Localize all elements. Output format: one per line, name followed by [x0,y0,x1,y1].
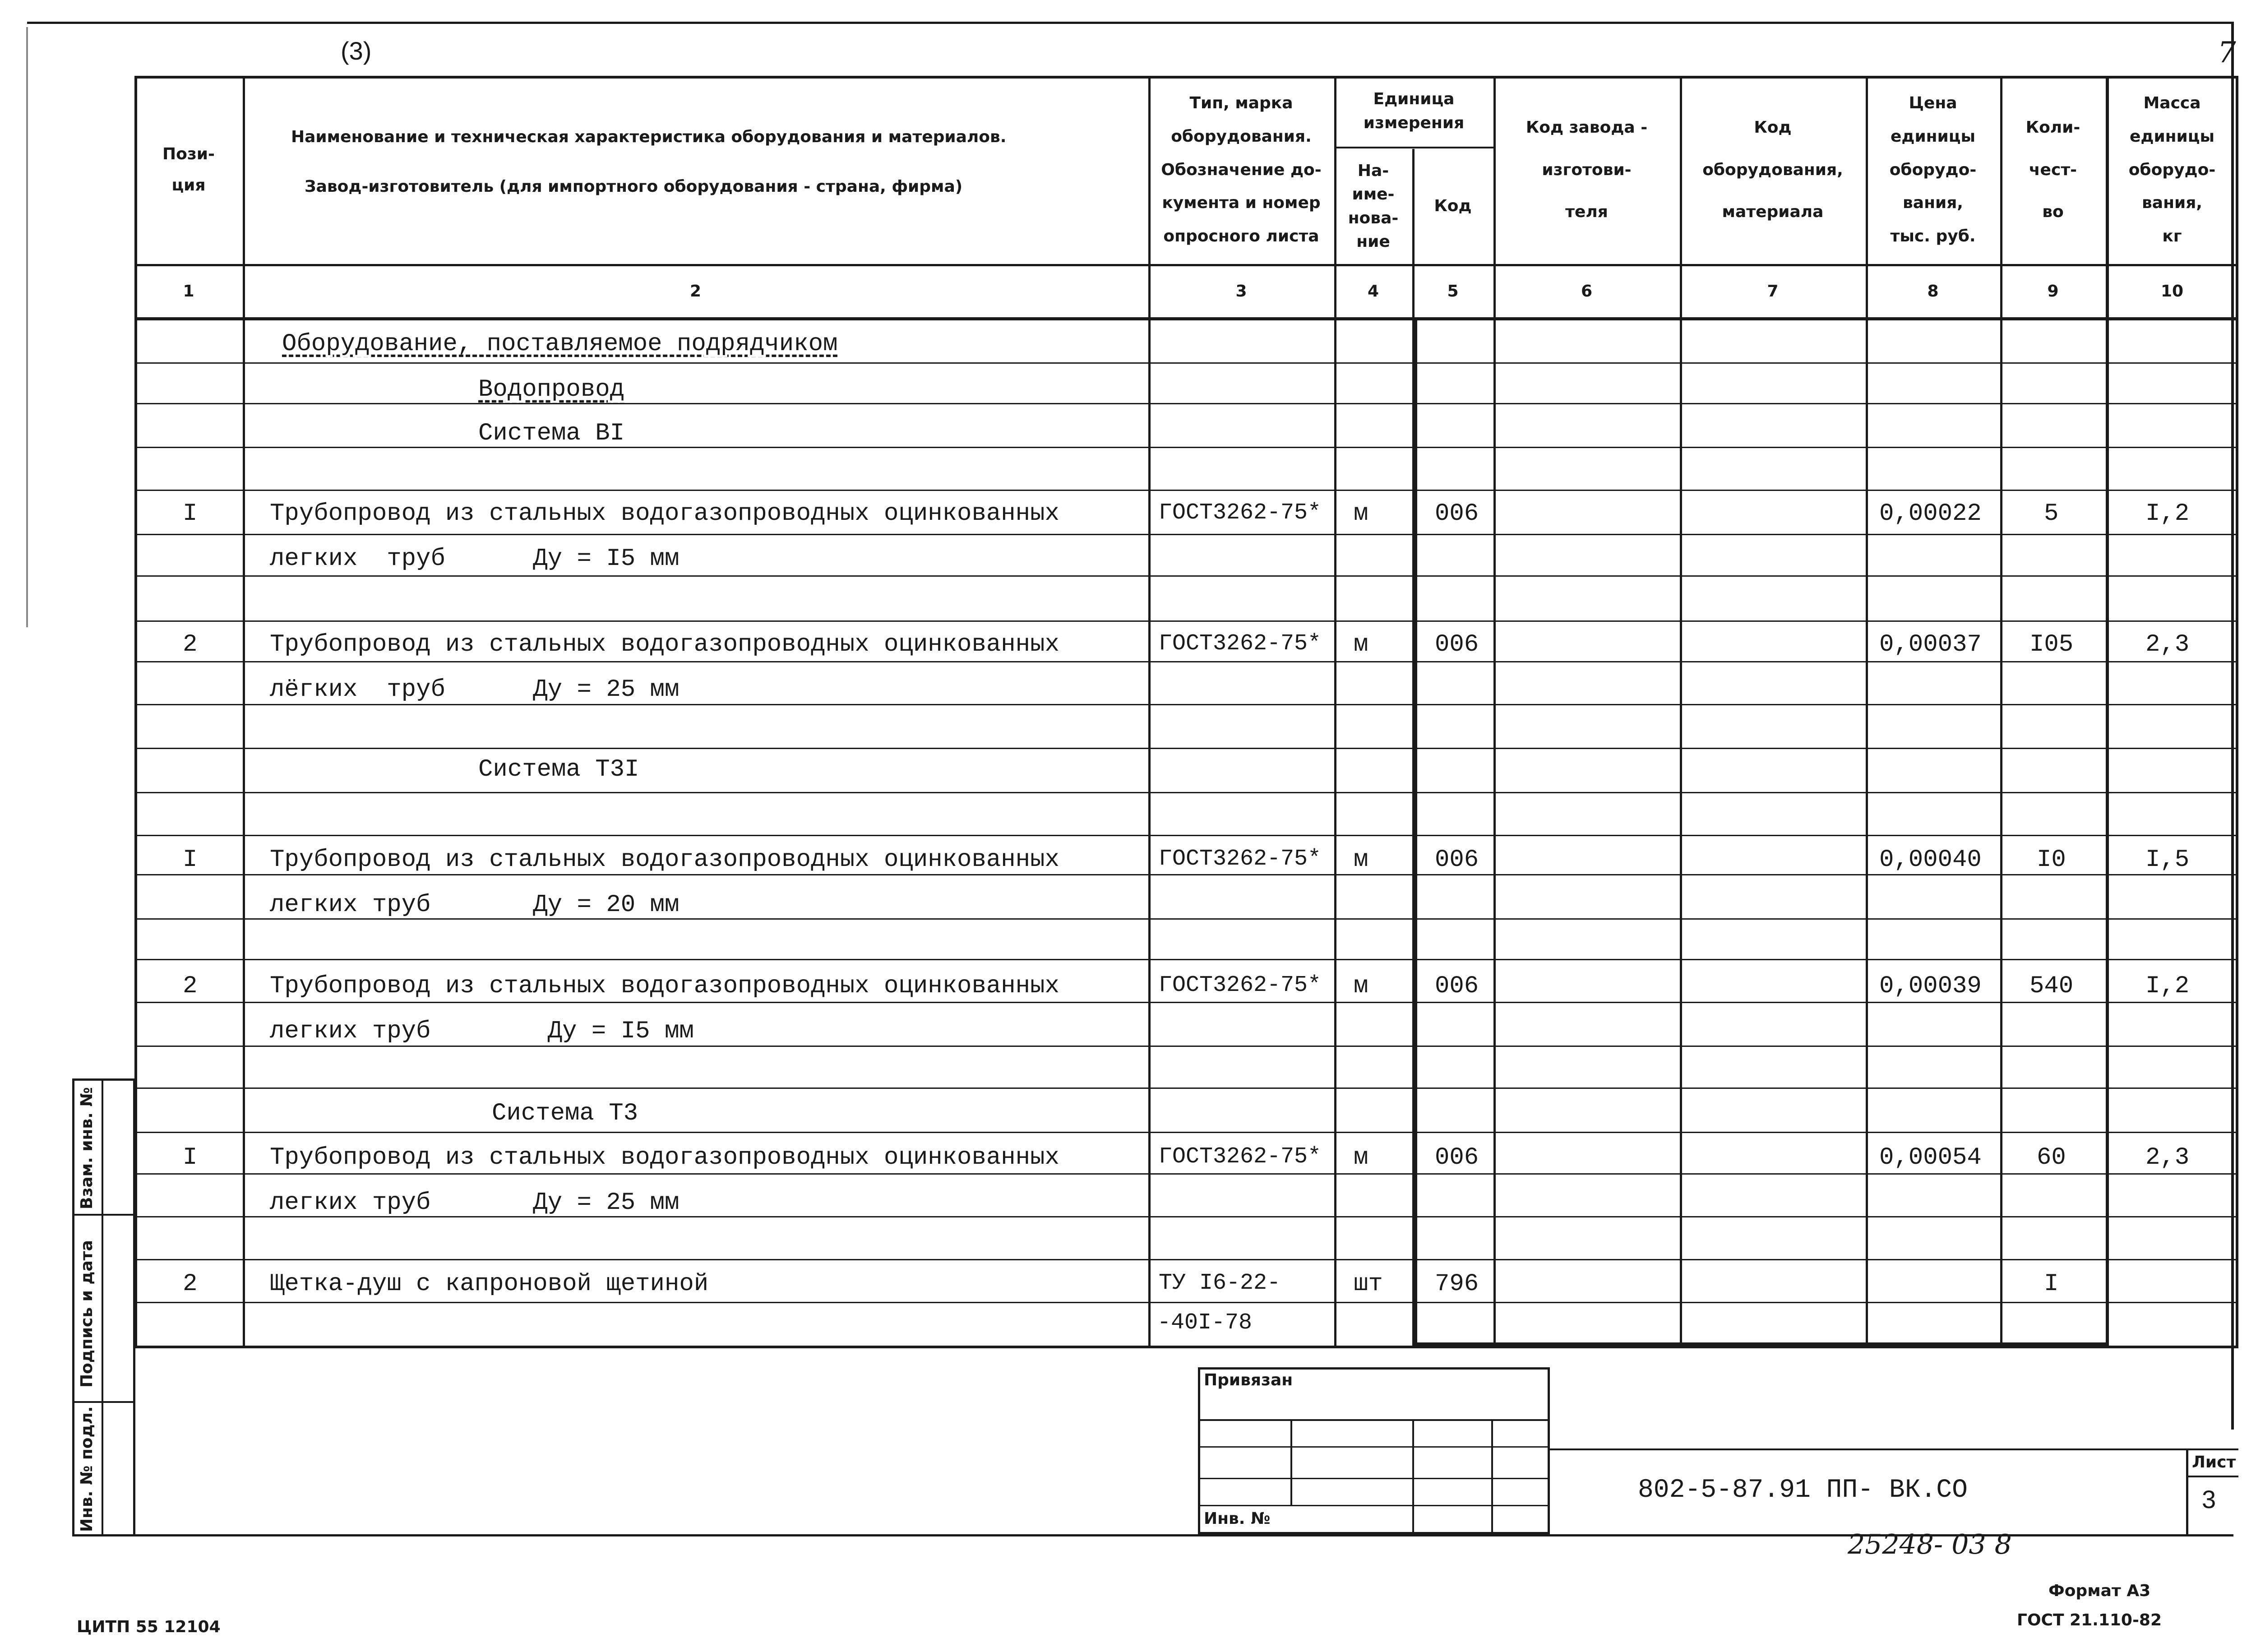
stamp-privyazan-label: Привязан [1204,1371,1293,1389]
row-unit: м [1354,1144,1368,1171]
side-strip-cut [72,1401,135,1403]
row-name: Трубопровод из стальных водогазопроводных оцинкованных [270,1144,1059,1171]
row-price: 0,00040 [1879,846,1982,874]
sheet-frame-top [27,22,2233,24]
row-line [134,1046,2238,1047]
row-document-line2: -40I-78 [1157,1310,1253,1336]
column-number: 1 [183,282,194,301]
stamp-grid-v [1491,1419,1493,1534]
header-quantity: Коли- чест- во [2025,118,2080,222]
column-number: 9 [2047,282,2059,301]
section-title-system-t31: Система T3I [478,756,639,783]
row-line [134,1173,2238,1175]
header-factory-code: Код завода - изготови- теля [1526,118,1648,222]
row-name-line2: легких труб Ду = I5 мм [270,1018,694,1045]
row-price: 0,00037 [1879,631,1982,658]
row-name: Трубопровод из стальных водогазопроводных оцинкованных [270,972,1059,1000]
row-quantity: I [2044,1270,2059,1298]
row-unit-code: 006 [1435,1144,1479,1171]
side-strip-cut [72,1214,135,1216]
row-position: I [183,1144,198,1171]
header-position: Пози- ция [162,145,215,194]
stamp-grid-v [1412,1419,1414,1534]
column-number: 2 [689,282,702,301]
side-label-inv-orig: Инв. № подл. [78,1406,96,1532]
row-mass: I,2 [2145,500,2190,528]
row-position: 2 [183,631,198,658]
row-mass: I,5 [2145,846,2190,874]
sheet-frame-left [26,27,28,627]
row-name: Трубопровод из стальных водогазопроводных оцинкованных [270,846,1059,874]
row-document: ГОСТ3262-75* [1159,972,1322,998]
row-unit: м [1354,500,1368,528]
unit-group-line [1334,147,1493,148]
column-number: 5 [1447,282,1459,301]
section-title-main: Оборудование, поставляемое подрядчиком [282,330,838,358]
stamp-grid-h [1198,1505,1550,1506]
column-number: 4 [1367,282,1379,301]
row-line [134,874,2238,875]
row-line [134,1002,2238,1003]
stamp-grid-v [1290,1419,1292,1505]
row-line [134,490,2238,491]
column-number: 10 [2160,282,2184,301]
sheet-corner-number: 7 [2218,36,2236,69]
row-line [134,1302,2238,1303]
colnum-bottom-line [134,317,2238,320]
row-document: ГОСТ3262-75* [1159,631,1322,657]
rows-bottom-line [1414,1342,2109,1346]
row-unit-code: 006 [1435,972,1479,1000]
column-number: 6 [1581,282,1593,301]
side-strip-divider [102,1078,103,1534]
row-position: 2 [183,972,198,1000]
row-mass: 2,3 [2145,1144,2190,1171]
section-title-water: Водопровод [478,376,625,403]
row-unit-code: 006 [1435,631,1479,658]
side-label-vzam-inv: Взам. инв. № [78,1087,96,1209]
row-document: ГОСТ3262-75* [1159,846,1322,872]
header-name-line1: Наименование и техническая характеристика оборудования и материалов. [291,128,1007,146]
footer-left-code: ЦИТП 55 12104 [77,1618,221,1636]
stamp-grid-h [1198,1446,1550,1448]
row-unit: шт [1354,1270,1383,1298]
row-quantity: 540 [2029,972,2074,1000]
row-name: Трубопровод из стальных водогазопроводных оцинкованных [270,631,1059,658]
row-line [134,1132,2238,1133]
row-quantity: 60 [2037,1144,2066,1171]
stamp-code-line [1550,1448,2238,1450]
column-number: 8 [1927,282,1939,301]
row-name-line2: лёгких труб Ду = 25 мм [270,676,680,703]
stamp-inv-label: Инв. № [1204,1509,1271,1528]
row-position: I [183,846,198,874]
row-line [134,1087,2238,1089]
row-position: 2 [183,1270,198,1298]
row-mass: I,2 [2145,972,2190,1000]
row-quantity: 5 [2044,500,2059,528]
row-line [134,534,2238,535]
row-line [134,704,2238,705]
row-name-line2: легких труб Ду = 20 мм [270,891,680,919]
stamp-grid-h [1198,1478,1550,1479]
row-line [134,959,2238,960]
handwritten-note: 25248- 03 8 [1848,1529,2012,1560]
header-type: Тип, марка оборудования. Обозначение до- кумента и номер опросного листа [1161,94,1322,246]
row-line [134,748,2238,749]
column-number: 3 [1235,282,1247,301]
stamp-sheet-line [2186,1476,2238,1477]
row-line [134,620,2238,622]
row-line [134,362,2238,364]
row-price: 0,00054 [1879,1144,1982,1171]
column-number: 7 [1767,282,1779,301]
section-title-system-t3: Система T3 [492,1100,638,1127]
row-document: ГОСТ3262-75* [1159,500,1322,526]
sheet-top-label: (3) [341,37,372,65]
header-unit-mass: Масса единицы оборудо- вания, кг [2128,94,2216,246]
row-document: ГОСТ3262-75* [1159,1144,1322,1170]
row-line [134,403,2238,404]
row-unit: м [1354,972,1368,1000]
header-name-line2: Завод-изготовитель (для импортного оборудования - страна, фирма) [305,177,963,196]
row-name: Трубопровод из стальных водогазопроводных оцинкованных [270,500,1059,528]
row-unit: м [1354,846,1368,874]
col-line [1414,320,1417,1348]
footer-gost: ГОСТ 21.110-82 [2017,1611,2162,1629]
stamp-doc-code: 802-5-87.91 ПП- ВК.СО [1638,1476,1968,1505]
row-mass: 2,3 [2145,631,2190,658]
row-price: 0,00039 [1879,972,1982,1000]
stamp-sheet-number: 3 [2202,1485,2216,1513]
row-line [134,835,2238,836]
header-unit-name: На- име- нова- ние [1348,162,1399,251]
row-unit: м [1354,631,1368,658]
stamp-grid-h [1198,1419,1550,1421]
row-unit-code: 796 [1435,1270,1479,1298]
row-position: I [183,500,198,528]
row-line [134,447,2238,448]
row-line [134,661,2238,662]
row-line [134,575,2238,577]
row-document: ТУ I6-22- [1159,1270,1281,1296]
row-quantity: I05 [2029,631,2074,658]
footer-format: Формат А3 [2048,1582,2151,1600]
side-label-sign-date: Подпись и дата [78,1240,96,1388]
row-line [134,792,2238,793]
row-name-line2: легких труб Ду = I5 мм [270,545,680,573]
row-line [134,1259,2238,1260]
row-unit-code: 006 [1435,846,1479,874]
header-unit-price: Цена единицы оборудо- вания, тыс. руб. [1889,94,1977,246]
section-title-system-b1: Система BI [478,420,625,447]
row-unit-code: 006 [1435,500,1479,528]
row-name: Щетка-душ с капроновой щетиной [270,1270,709,1298]
row-price: 0,00022 [1879,500,1982,528]
row-quantity: I0 [2037,846,2066,874]
row-name-line2: легких труб Ду = 25 мм [270,1189,680,1217]
header-unit-code: Код [1434,197,1472,216]
header-unit-group: Единица измерения [1363,90,1465,132]
header-equipment-code: Код оборудования, материала [1702,118,1843,222]
stamp-sheet-label: Лист [2192,1453,2236,1472]
